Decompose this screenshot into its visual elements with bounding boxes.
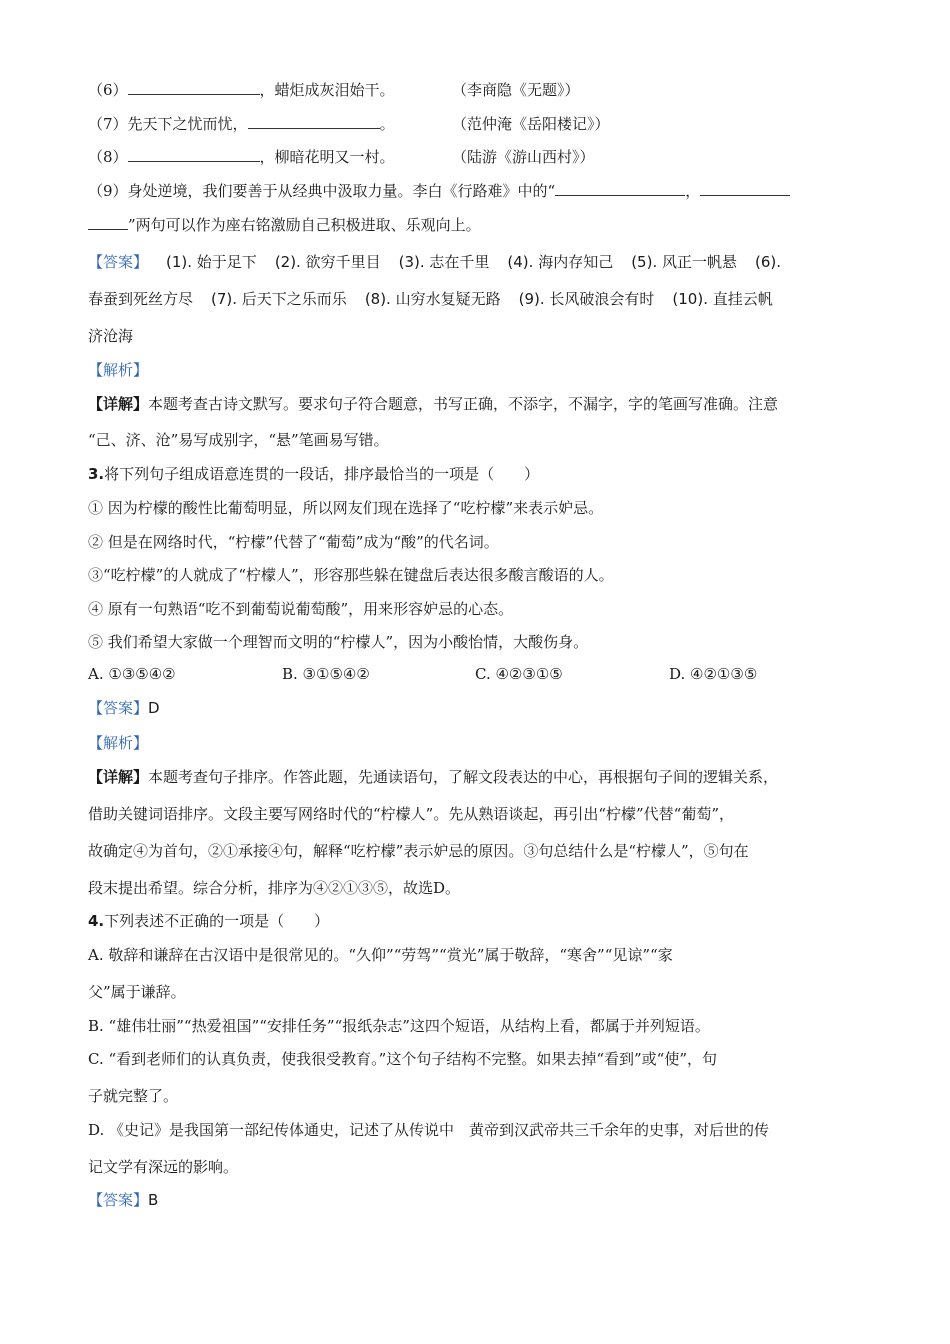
detail-line: [88, 394, 778, 414]
q7-source: （范仲淹《岳阳楼记》）: [452, 115, 610, 133]
option-a[interactable]: A. ①③⑤④②: [88, 665, 176, 683]
q4-option-b[interactable]: B. “雄伟壮丽”“热爱祖国”“安排任务”“报纸杂志”这四个短语，从结构上看，都属于并列短语。: [88, 1017, 710, 1035]
question-stem: 下列表述不正确的一项是（ ）: [104, 912, 330, 930]
q3-detail-line-4: 段末提出希望。综合分析，排序为④②①③⑤，故选D。: [88, 879, 461, 897]
analysis-tag: 【解析】: [88, 734, 149, 752]
answer-value: D: [148, 699, 160, 717]
q4-option-c-line1[interactable]: C. “看到老师们的认真负责，使我很受教育。”这个句子结构不完整。如果去掉“看到”或“使”，句: [88, 1050, 717, 1068]
poem-q9-line1: [88, 181, 790, 201]
option-b[interactable]: B. ③①⑤④②: [282, 665, 370, 683]
q4-answer: [88, 1190, 158, 1210]
q6-text: ，蜡炬成灰泪始干。: [259, 81, 395, 99]
answer-item: (6).: [755, 253, 782, 271]
answer-item: (9). 长风破浪会有时: [518, 290, 655, 308]
answer-item: (4). 海内存知己: [507, 253, 614, 271]
answer-item: (2). 欲穷千里目: [274, 253, 381, 271]
q3-detail-line-3: 故确定④为首句，②①承接④句，解释“吃柠檬”表示妒忌的原因。③句总结什么是“柠檬人”，⑤句在: [88, 842, 749, 860]
answer-tag: 【答案】: [88, 1191, 149, 1209]
answer2-line2: [88, 289, 773, 309]
q8-text: ，柳暗花明又一村。: [259, 148, 395, 166]
q3-detail-line-2: 借助关键词语排序。文段主要写网络时代的“柠檬人”。先从熟语谈起，再引出“柠檬”代替“葡萄”，: [88, 805, 735, 823]
poem-q9-line2: [88, 215, 481, 235]
answer-item: 济沧海: [88, 327, 134, 345]
answer-tag: 【答案】: [88, 699, 149, 717]
detail-text: 本题考查古诗文默写。要求句子符合题意，书写正确，不添字，不漏字，字的笔画写准确。注意: [148, 395, 779, 413]
q4-option-d-line1[interactable]: D. 《史记》是我国第一部纪传体通史，记述了从传说中 黄帝到汉武帝共三千余年的史事，对后世的传: [88, 1121, 770, 1139]
answer-item: (8). 山穷水复疑无路: [364, 290, 501, 308]
q9-comma: ，: [685, 182, 701, 200]
question-stem: 将下列句子组成语意连贯的一段话，排序最恰当的一项是（ ）: [104, 465, 540, 483]
sentence-4: ④ 原有一句熟语“吃不到葡萄说葡萄酸”，用来形容妒忌的心态。: [88, 600, 514, 618]
q4-option-c-line2: 子就完整了。: [88, 1087, 179, 1105]
q9-text: （9）身处逆境，我们要善于从经典中汲取力量。李白《行路难》中的“: [88, 182, 556, 200]
q6-source: （李商隐《无题》）: [452, 81, 580, 99]
q9-blank-1[interactable]: [555, 181, 685, 196]
detail-line-2: “己、济、沧”易写成别字，“悬”笔画易写错。: [88, 431, 389, 449]
sentence-3: ③“吃柠檬”的人就成了“柠檬人”，形容那些躲在键盘后表达很多酸言酸语的人。: [88, 566, 614, 584]
q6-blank[interactable]: [128, 80, 260, 95]
q3-detail-line-1: [88, 767, 778, 787]
q8-source: （陆游《游山西村》）: [452, 148, 595, 166]
analysis-tag: 【解析】: [88, 361, 149, 379]
question-4-stem: [88, 911, 329, 931]
poem-q7: [88, 114, 395, 134]
answer-tag: 【答案】: [88, 253, 149, 271]
q3-answer: [88, 698, 160, 718]
sentence-2: ② 但是在网络时代，“柠檬”代替了“葡萄”成为“酸”的代名词。: [88, 533, 499, 551]
question-number: 4.: [88, 912, 105, 930]
answer2-line3: [88, 326, 133, 346]
answer-item: (7). 后天下之乐而乐: [211, 290, 347, 308]
detail-text: 本题考查句子排序。作答此题，先通读语句，了解文段表达的中心，再根据句子间的逻辑关系，: [148, 768, 779, 786]
q6-number: （6）: [88, 81, 128, 99]
answer-item: 春蚕到死丝方尽: [88, 290, 194, 308]
answer-item: (5). 风正一帆悬: [631, 253, 737, 271]
sentence-1: ① 因为柠檬的酸性比葡萄明显，所以网友们现在选择了“吃柠檬”来表示妒忌。: [88, 499, 604, 517]
q8-number: （8）: [88, 148, 128, 166]
answer-value: B: [148, 1191, 159, 1209]
q4-option-a-line1[interactable]: A. 敬辞和谦辞在古汉语中是很常见的。“久仰”“劳驾”“赏光”属于敬辞，“寒舍”“见谅”“家: [88, 946, 673, 964]
option-c[interactable]: C. ④②③①⑤: [475, 665, 563, 683]
answer-item: (1). 始于足下: [166, 253, 257, 271]
q9-blank-2a[interactable]: [700, 181, 790, 196]
poem-q8: [88, 147, 395, 167]
q8-blank[interactable]: [128, 147, 260, 162]
answer-item: (3). 志在千里: [398, 253, 490, 271]
q7-text: 先天下之忧而忧，: [127, 115, 248, 133]
q7-end: 。: [379, 115, 395, 133]
q4-option-d-line2: 记文学有深远的影响。: [88, 1158, 239, 1176]
option-d[interactable]: D. ④②①③⑤: [669, 665, 758, 683]
question-number: 3.: [88, 465, 105, 483]
q7-number: （7）: [88, 115, 128, 133]
detail-tag: 【详解】: [88, 395, 149, 413]
answer2-line1: [88, 252, 781, 272]
detail-tag: 【详解】: [88, 768, 149, 786]
q4-option-a-line2: 父”属于谦辞。: [88, 983, 186, 1001]
answer-item: (10). 直挂云帆: [672, 290, 773, 308]
poem-q6: [88, 80, 395, 100]
question-3-stem: [88, 464, 539, 484]
sentence-5: ⑤ 我们希望大家做一个理智而文明的“柠檬人”，因为小酸怡情，大酸伤身。: [88, 633, 589, 651]
q9-blank-2b[interactable]: [88, 215, 128, 230]
q7-blank[interactable]: [248, 114, 380, 129]
q9-text-end: ”两句可以作为座右铭激励自己积极进取、乐观向上。: [128, 216, 481, 234]
